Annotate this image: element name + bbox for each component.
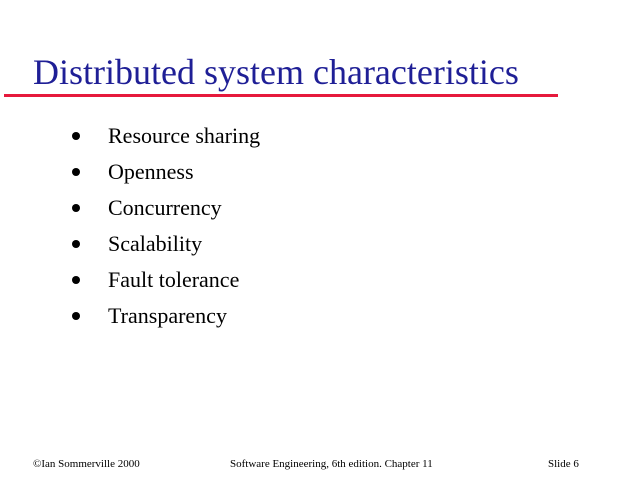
bullet-text: Transparency <box>108 303 227 328</box>
bullet-text: Scalability <box>108 231 203 256</box>
bullet-dot-icon <box>72 132 80 140</box>
bullet-dot-icon <box>72 312 80 320</box>
bullet-text: Openness <box>108 159 194 184</box>
bullet-dot-icon <box>72 240 80 248</box>
footer-copyright: ©Ian Sommerville 2000 <box>33 458 140 470</box>
slide-footer <box>0 455 638 473</box>
bullet-dot-icon <box>72 168 80 176</box>
bullet-text: Resource sharing <box>108 123 261 148</box>
slide-title: Distributed system characteristics <box>33 52 519 92</box>
bullet-dot-icon <box>72 276 80 284</box>
bullet-text: Fault tolerance <box>108 267 240 292</box>
footer-slide-number: Slide 6 <box>548 458 579 470</box>
footer-book-title: Software Engineering, 6th edition. Chapter 11 <box>230 458 433 470</box>
bullet-text: Concurrency <box>108 195 222 220</box>
title-divider <box>4 94 558 97</box>
bullet-dot-icon <box>72 204 80 212</box>
